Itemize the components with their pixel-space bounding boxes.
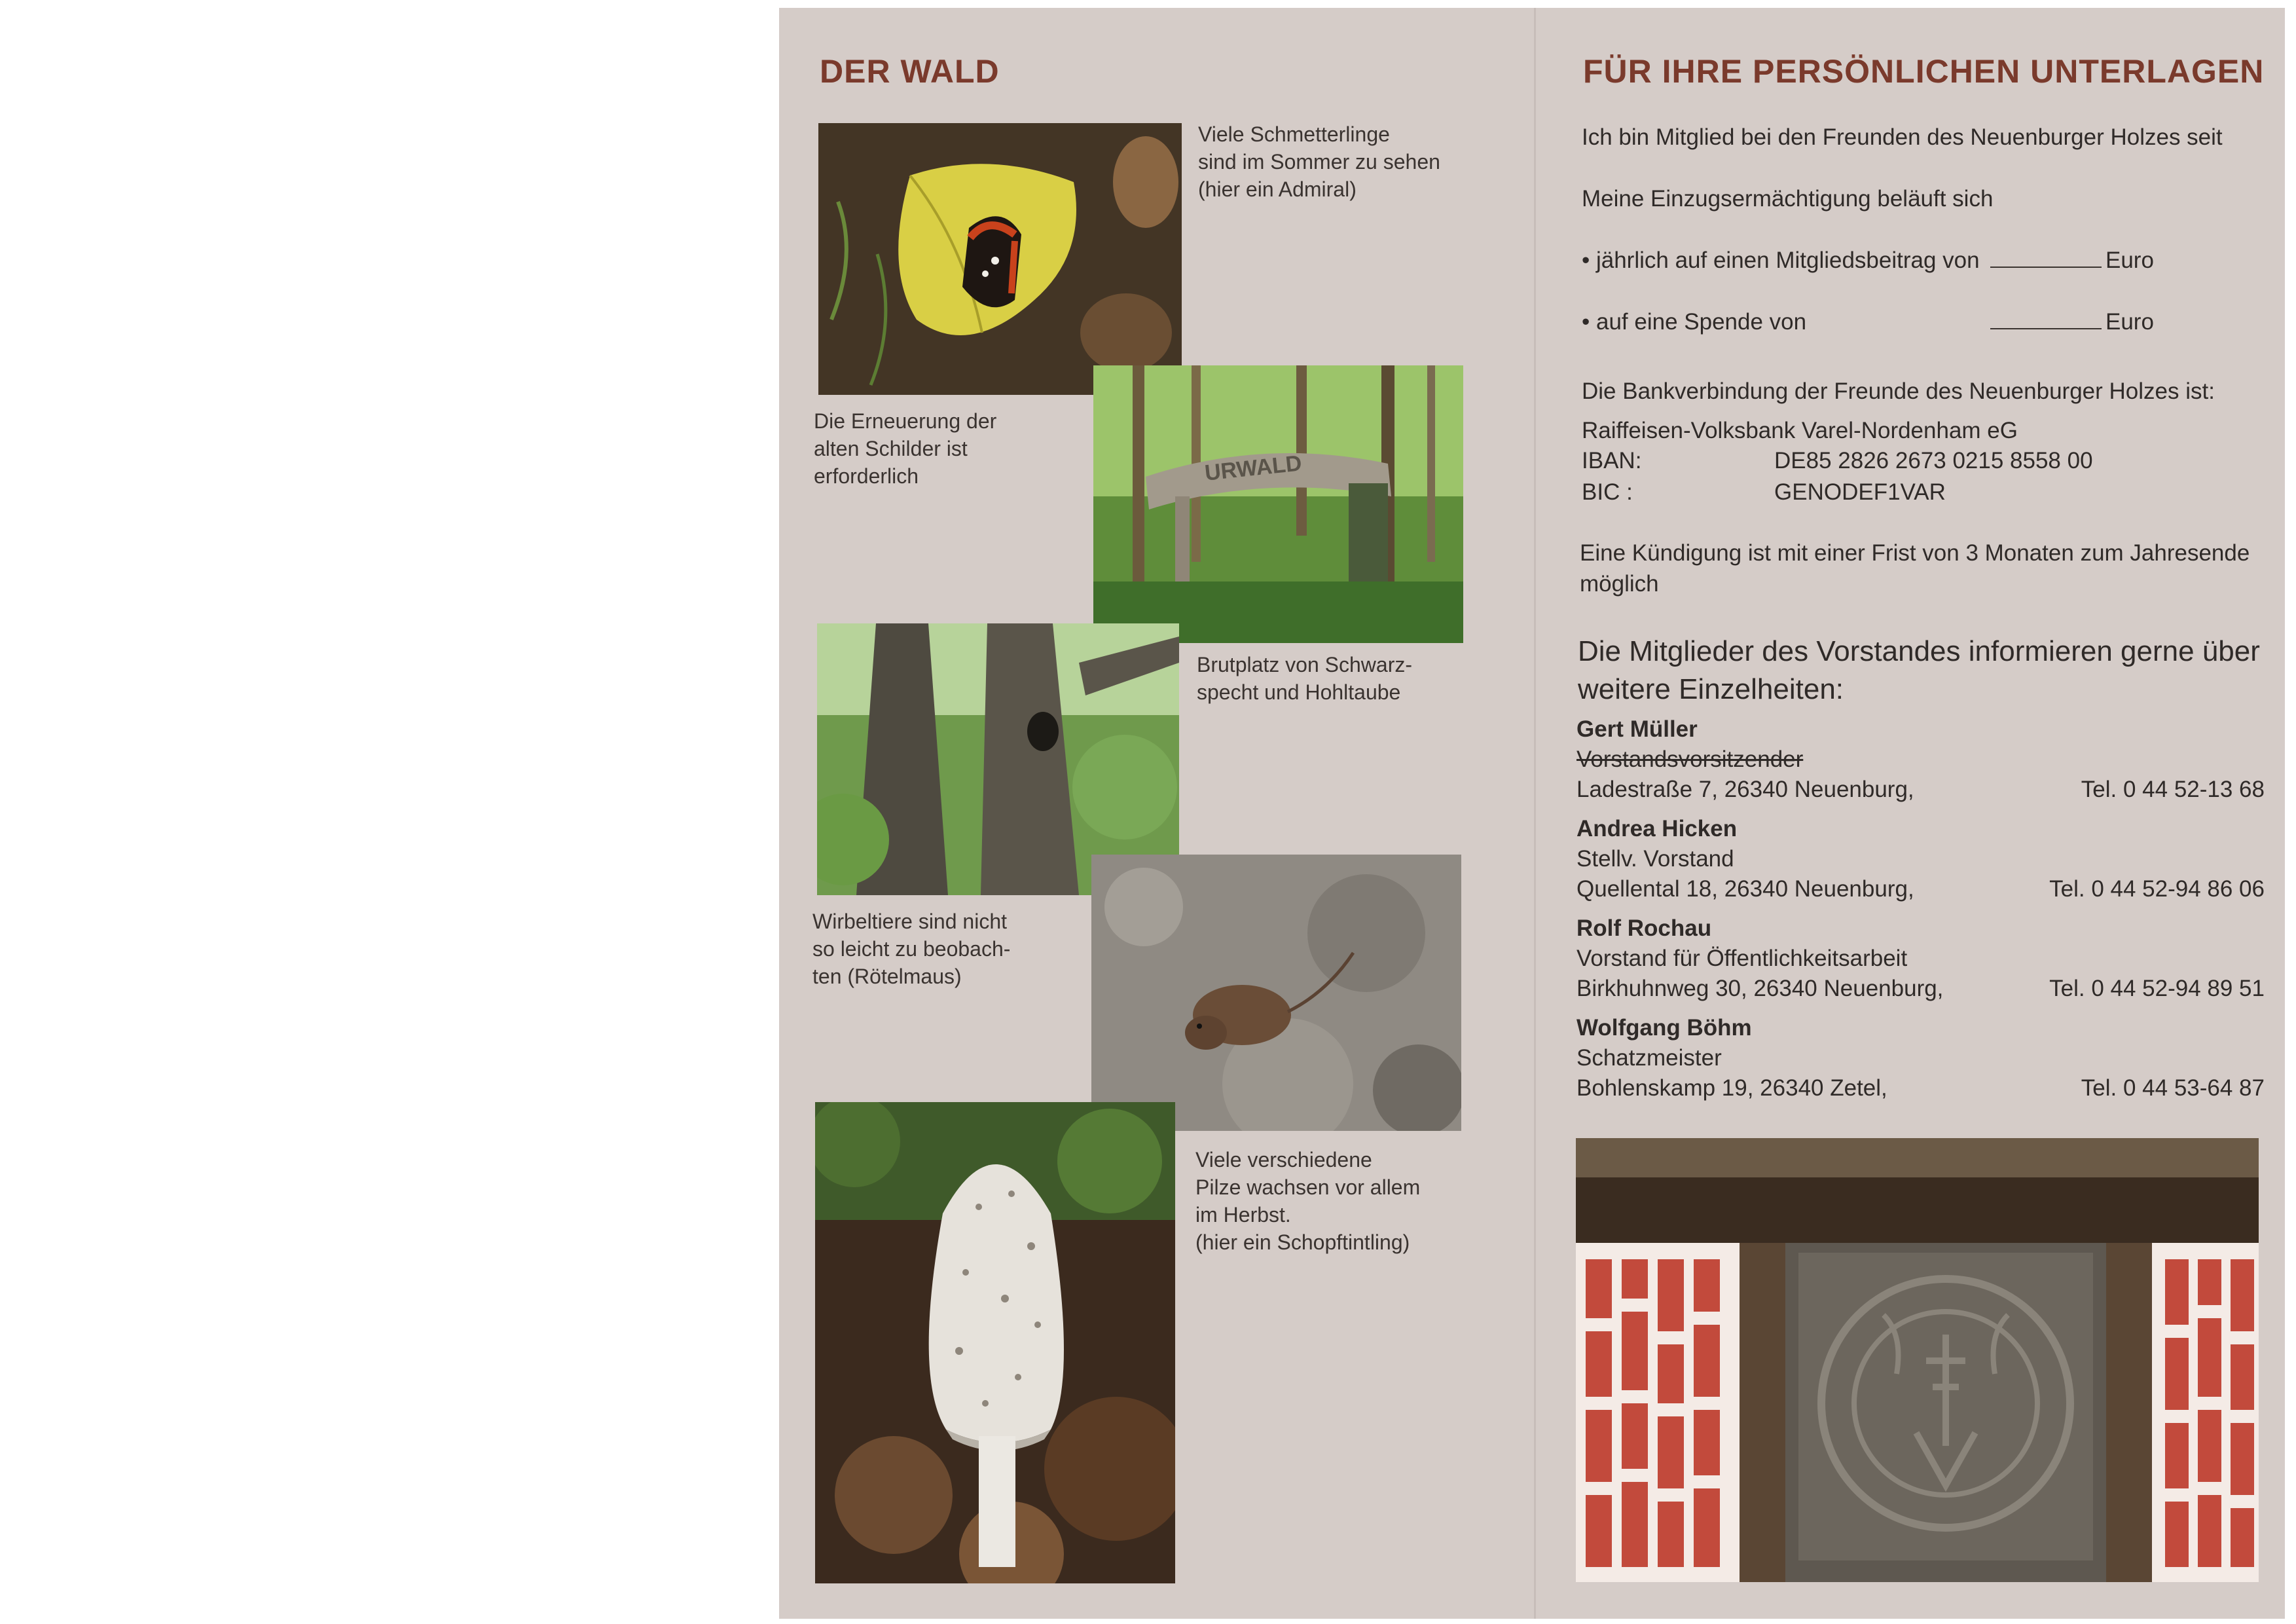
board-member-phone: Tel. 0 44 52-13 68 (2081, 777, 2265, 802)
bic-label: BIC : (1582, 479, 1633, 505)
board-member-name: Wolfgang Böhm (1576, 1015, 1752, 1041)
caption-line: (hier ein Admiral) (1198, 177, 1357, 201)
board-intro-line: Die Mitglieder des Vorstandes informieren gerne über (1578, 635, 2260, 667)
iban-label: IBAN: (1582, 448, 1642, 473)
caption-line: Wirbeltiere sind nicht (812, 910, 1007, 933)
butterfly-photo (818, 123, 1182, 395)
left-heading: DER WALD (820, 53, 1000, 90)
authorization-line: Meine Einzugsermächtigung beläuft sich (1582, 186, 1994, 212)
signs-caption (814, 407, 996, 490)
caption-line: Pilze wachsen vor allem (1195, 1175, 1421, 1199)
bank-intro: Die Bankverbindung der Freunde des Neuenburger Holzes ist: (1582, 378, 2215, 404)
caption-line: specht und Hohltaube (1197, 680, 1401, 704)
board-member-address: Birkhuhnweg 30, 26340 Neuenburg, (1576, 976, 1944, 1001)
board-member-name: Rolf Rochau (1576, 915, 1712, 941)
annual-fee-line: • jährlich auf einen Mitgliedsbeitrag von (1582, 248, 1980, 273)
woodpecker-caption (1197, 651, 1412, 706)
caption-line: erforderlich (814, 464, 919, 488)
mushroom-photo (815, 1102, 1175, 1583)
caption-line: so leicht zu beobach- (812, 937, 1011, 961)
currency-label: Euro (2105, 309, 2154, 335)
emblem-photo (1576, 1138, 2259, 1582)
bic-value: GENODEF1VAR (1774, 479, 1946, 505)
mushroom-caption (1195, 1146, 1420, 1256)
currency-label: Euro (2105, 248, 2154, 273)
caption-line: Viele Schmetterlinge (1198, 122, 1390, 146)
cancellation-line-2: möglich (1580, 571, 1659, 597)
donation-amount (1990, 309, 2154, 335)
cancellation-line-1: Eine Kündigung ist mit einer Frist von 3 Monaten zum Jahresende (1580, 540, 2250, 566)
board-member-address: Quellental 18, 26340 Neuenburg, (1576, 876, 1914, 902)
right-heading: FÜR IHRE PERSÖNLICHEN UNTERLAGEN (1583, 53, 2265, 90)
sign-text: URWALD (1203, 451, 1303, 486)
bank-name: Raiffeisen-Volksbank Varel-Nordenham eG (1582, 418, 2018, 443)
member-since-line: Ich bin Mitglied bei den Freunden des Neuenburger Holzes seit (1582, 124, 2223, 150)
caption-line: alten Schilder ist (814, 437, 968, 460)
board-member-role: Schatzmeister (1576, 1045, 1722, 1071)
caption-line: Die Erneuerung der (814, 409, 997, 433)
donation-line: • auf eine Spende von (1582, 309, 1807, 335)
board-member-name: Gert Müller (1576, 716, 1698, 742)
annual-fee-amount (1990, 248, 2154, 274)
iban-value: DE85 2826 2673 0215 8558 00 (1774, 448, 2093, 473)
amount-blank (1990, 310, 2102, 329)
board-member-address: Bohlenskamp 19, 26340 Zetel, (1576, 1075, 1887, 1101)
caption-line: ten (Rötelmaus) (812, 965, 962, 988)
amount-blank (1990, 248, 2102, 268)
board-member-address: Ladestraße 7, 26340 Neuenburg, (1576, 777, 1914, 802)
caption-line: Viele verschiedene (1195, 1148, 1372, 1172)
board-member-phone: Tel. 0 44 52-94 86 06 (2049, 876, 2265, 902)
fold-line (1534, 8, 1536, 1619)
caption-line: sind im Sommer zu sehen (1198, 150, 1440, 174)
board-member-phone: Tel. 0 44 52-94 89 51 (2049, 976, 2265, 1001)
board-member-role: Vorstandsvorsitzender (1576, 747, 1804, 772)
vole-caption (812, 908, 1010, 990)
board-intro-line: weitere Einzelheiten: (1578, 673, 1844, 705)
caption-line: im Herbst. (1195, 1203, 1291, 1227)
board-member-role: Vorstand für Öffentlichkeitsarbeit (1576, 946, 1908, 971)
sign-photo (1093, 365, 1463, 643)
board-member-name: Andrea Hicken (1576, 816, 1738, 841)
board-intro (1578, 633, 2260, 709)
caption-line: Brutplatz von Schwarz- (1197, 653, 1413, 676)
board-member-phone: Tel. 0 44 53-64 87 (2081, 1075, 2265, 1101)
vole-photo (1091, 855, 1461, 1131)
board-member-role: Stellv. Vorstand (1576, 846, 1734, 872)
butterfly-caption (1198, 120, 1440, 203)
caption-line: (hier ein Schopftintling) (1195, 1230, 1410, 1254)
